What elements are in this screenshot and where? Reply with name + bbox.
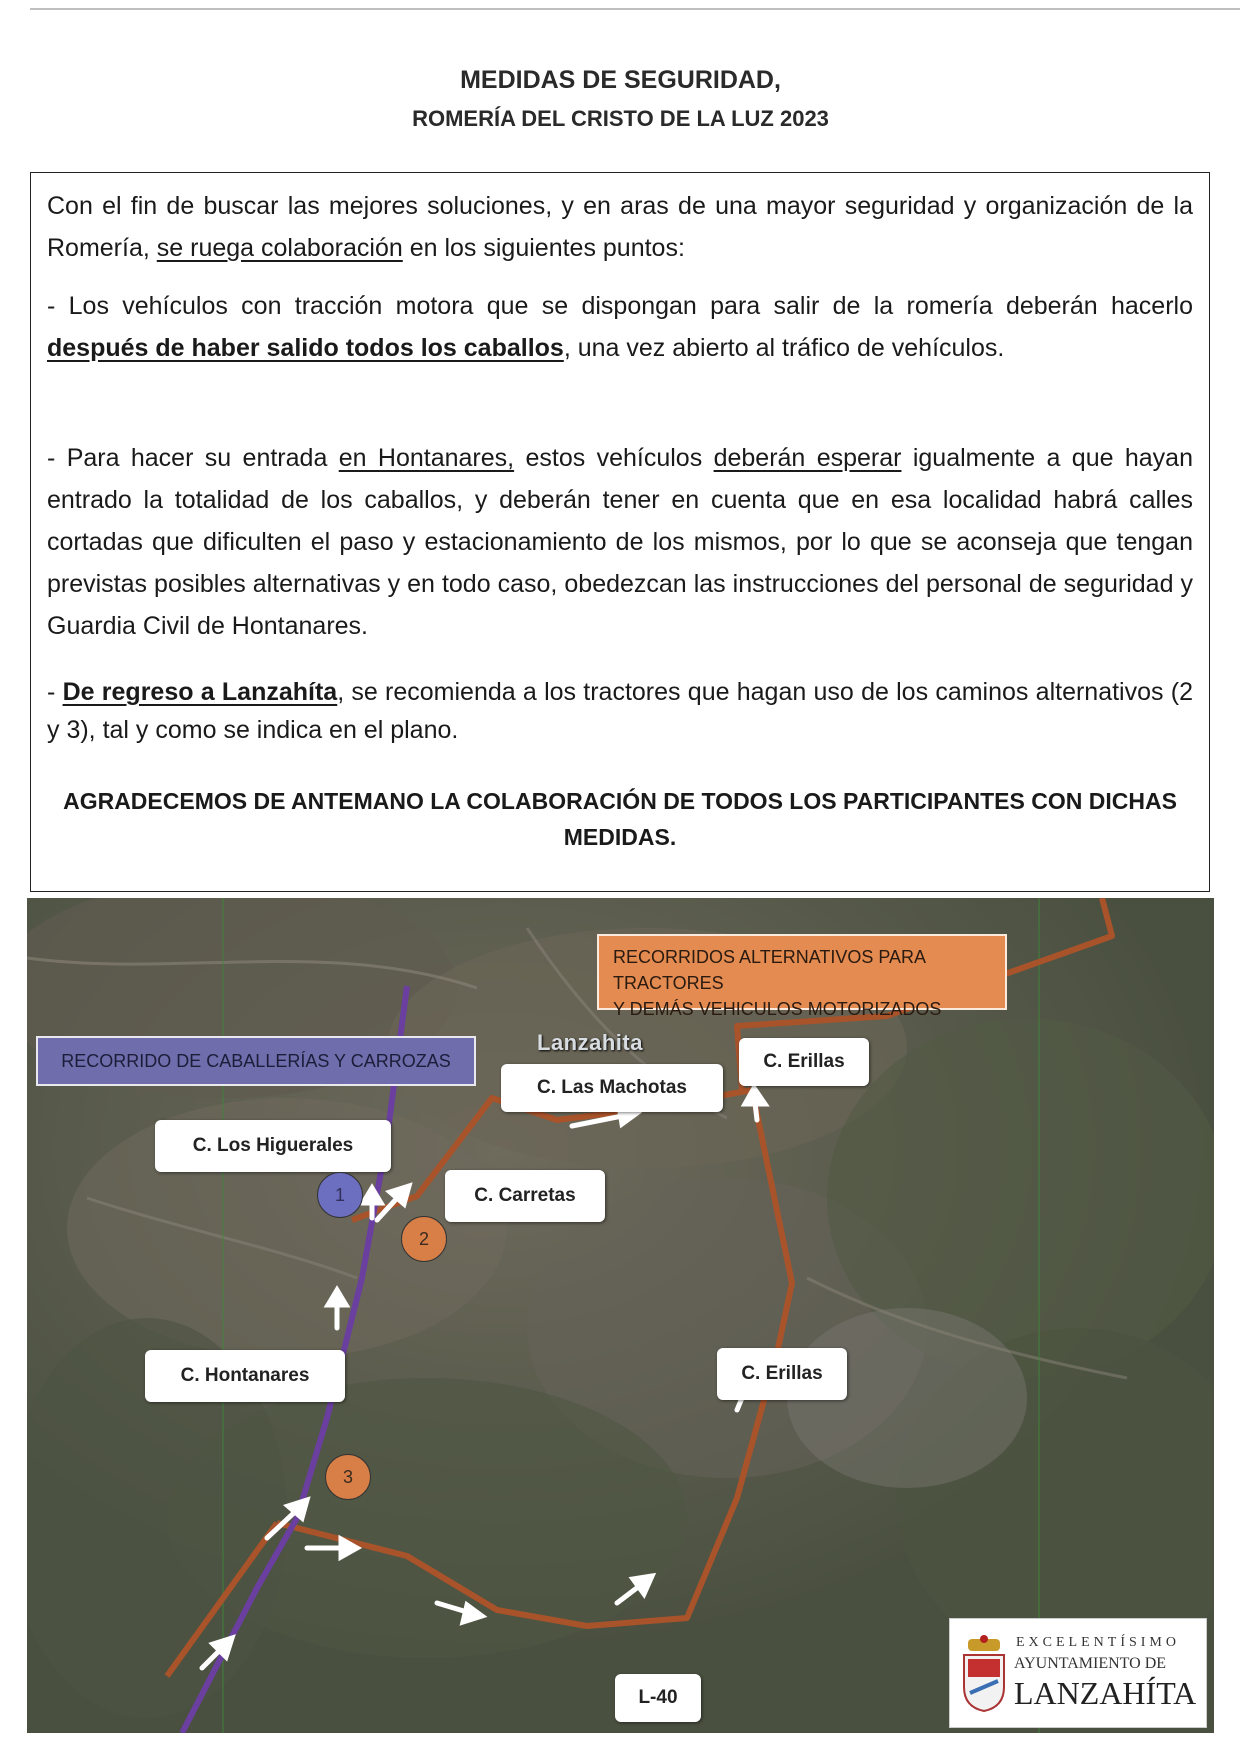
point-1: - Los vehículos con tracción motora que se dispongan para salir de la romería deberán hacerlo después de haber salido todos los caballos, una vez abierto al tráfico de vehículos.: [47, 292, 1193, 362]
logo-line-1: EXCELENTÍSIMO: [1016, 1635, 1180, 1650]
label-los-higuerales: C. Los Higuerales: [155, 1120, 391, 1172]
legend-tractor-route: RECORRIDOS ALTERNATIVOS PARA TRACTORES Y DEMÁS VEHICULOS MOTORIZADOS: [597, 934, 1007, 1010]
legend-horse-route: RECORRIDO DE CABALLERÍAS Y CARROZAS: [36, 1036, 476, 1086]
map-background: [27, 898, 1214, 1733]
page-subtitle: ROMERÍA DEL CRISTO DE LA LUZ 2023: [412, 106, 829, 131]
intro-underline: se ruega colaboración: [156, 234, 403, 262]
point-3: - De regreso a Lanzahíta, se recomienda a los tractores que hagan uso de los caminos alternativos (2 y 3), tal y como se indica en el plano.: [47, 678, 1193, 744]
label-erillas-bottom: C. Erillas: [717, 1348, 847, 1400]
point-2-underline-1: en Hontanares,: [338, 444, 515, 472]
marker-1: 1: [317, 1172, 363, 1218]
closing-message: AGRADECEMOS DE ANTEMANO LA COLABORACIÓN DE TODOS LOS PARTICIPANTES CON DICHAS MEDIDAS.: [63, 788, 1177, 850]
label-l40: L-40: [615, 1674, 701, 1722]
town-label: Lanzahita: [537, 1030, 643, 1055]
point-3-emphasis: De regreso a Lanzahíta: [62, 678, 338, 706]
municipality-logo: [949, 1618, 1207, 1728]
label-erillas-top: C. Erillas: [739, 1038, 869, 1086]
coat-of-arms-icon: [960, 1635, 1008, 1713]
label-las-machotas: C. Las Machotas: [501, 1064, 723, 1112]
top-rule: [30, 8, 1240, 10]
label-carretas: C. Carretas: [445, 1170, 605, 1222]
point-2-underline-2: deberán esperar: [713, 444, 902, 472]
point-2: - Para hacer su entrada en Hontanares, estos vehículos deberán esperar igualmente a que hayan entrado la totalidad de los caballos, y deberán tener en cuenta que en esa localidad habrá calles cortadas que dificulten el paso y estacionamiento de los mismos, por lo que se aconseja que tengan previstas posibles alternativas y en todo caso, obedezcan las instrucciones del personal de seguridad y Guardia Civil de Hontanares.: [47, 444, 1193, 640]
page-title: MEDIDAS DE SEGURIDAD,: [460, 66, 781, 94]
logo-line-3: LANZAHÍTA: [1014, 1675, 1197, 1711]
intro-paragraph: Con el fin de buscar las mejores soluciones, y en aras de una mayor seguridad y organización de la Romería, se ruega colaboración en los siguientes puntos:: [47, 192, 1193, 262]
label-hontanares: C. Hontanares: [145, 1350, 345, 1402]
logo-line-2: AYUNTAMIENTO DE: [1014, 1655, 1167, 1672]
route-map: [27, 898, 1214, 1733]
notice-box: [30, 172, 1210, 892]
point-1-emphasis: después de haber salido todos los caballos: [47, 334, 564, 362]
marker-2: 2: [401, 1216, 447, 1262]
marker-3: 3: [325, 1454, 371, 1500]
